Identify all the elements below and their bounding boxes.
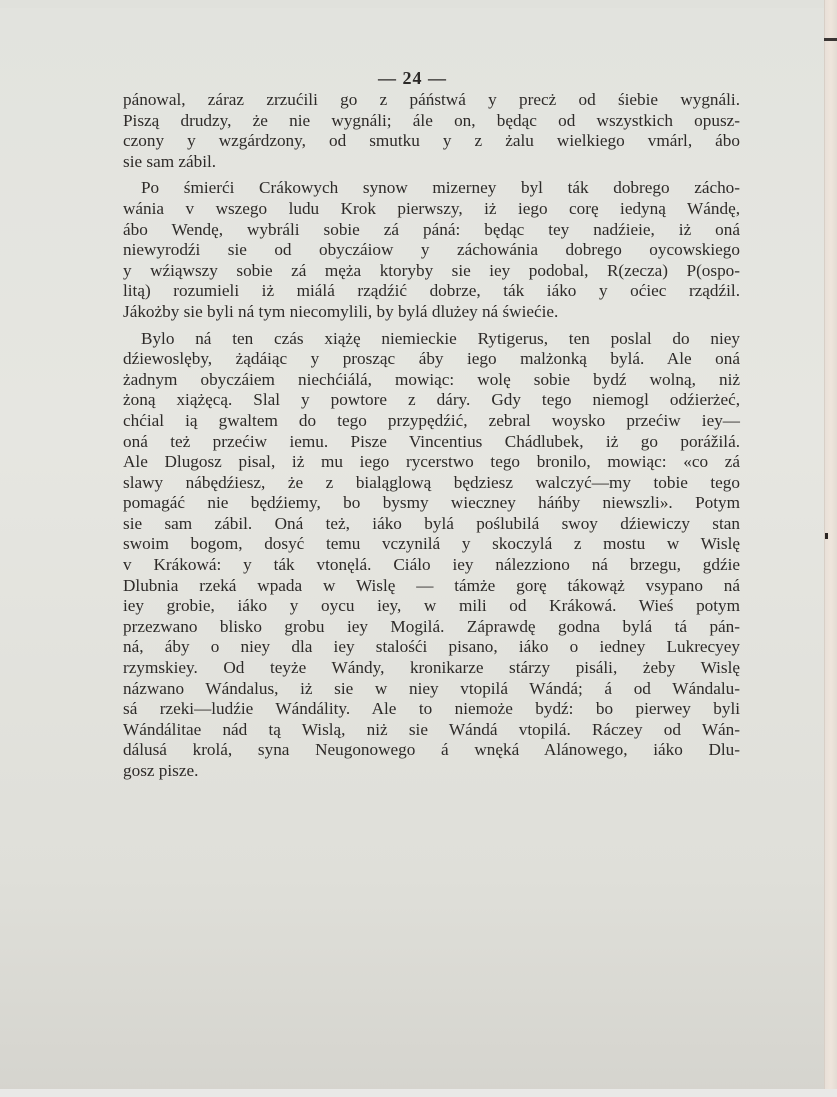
text-line: ábo Wendę, wybráli sobie zá páná: będąc tey nadźieie, iż oná [123,219,740,239]
text-line: iey grobie, iáko y oycu iey, w mili od Krákowá. Wieś potym [123,596,740,616]
text-line: Wándálitae nád tą Wislą, niż sie Wándá vtopilá. Ráczey od Wán- [123,719,740,739]
text-line: wánia v wszego ludu Krok pierwszy, iż iego corę iedyną Wándę, [123,198,740,218]
text-line: żadnym obyczáiem niechćiálá, mowiąc: wolę sobie bydź wolną, niż [123,369,740,389]
text-line: sá rzeki—ludźie Wándálity. Ale to niemoże bydź: bo pierwey byli [123,699,740,719]
text-line: oná też przećiw iemu. Pisze Vincentius Chádlubek, iż go porážilá. [123,431,740,451]
text-line: v Krákowá: y ták vtonęlá. Ciálo iey nálezziono ná brzegu, gdźie [123,555,740,575]
text-line: dźiewoslęby, żądáiąc y prosząc áby iego malżonką bylá. Ale oná [123,349,740,369]
adjacent-page-edge [824,0,837,1097]
text-line: przezwano blisko grobu iey Mogilá. Záprawdę godna bylá tá pán- [123,616,740,636]
text-line: Po śmierći Crákowych synow mizerney byl ták dobrego zácho- [141,178,740,198]
text-line: y wźiąwszy sobie zá męża ktoryby sie iey podobal, R(zecza) P(ospo- [123,260,740,280]
text-line: Piszą drudzy, że nie wygnáli; ále on, będąc od wszystkich opusz- [123,110,740,130]
paragraph-3 [123,329,740,782]
text-line: Bylo ná ten czás xiążę niemieckie Rytigerus, ten poslal do niey [141,328,740,348]
text-line: dálusá krolá, syna Neugonowego á wnęká Alánowego, iáko Dlu- [123,740,740,760]
page-edge-mark [824,38,837,41]
text-line: slawy nábędźiesz, że z bialąglową będziesz walczyć—my tobie tego [123,472,740,492]
paragraph-1 [123,90,740,172]
text-line: niewyrodźi sie od obyczáiow y záchowánia dobrego oycowskiego [123,240,740,260]
text-line: Jákożby sie byli ná tym niecomylili, by bylá dlużey ná świećie. [123,301,559,321]
text-line: rzymskiey. Od teyże Wándy, kronikarze stárzy pisáli, żeby Wislę [123,658,740,678]
text-line: Dlubnia rzeká wpada w Wislę — támże gorę tákowąż vsypano ná [123,575,740,595]
text-line: chćial ią gwaltem do tego przypędźić, zebral woysko przećiw iey— [123,410,740,430]
text-line: gosz pisze. [123,761,199,780]
text-line: ná, áby o niey dla iey stalośći pisano, iáko o iedney Lukrecyey [123,637,740,657]
text-line: żoną xiążęcą. Slal y powtore z dáry. Gdy tego niemogl odźierżeć, [123,390,740,410]
text-line: swoim bogom, dosyć temu vczynilá y skoczylá z mostu w Wislę [123,534,740,554]
text-line: czony y wzgárdzony, od smutku y z żalu wielkiego vmárl, ábo [123,131,740,151]
text-line: Ale Dlugosz pisal, iż mu iego rycerstwo tego bronilo, mowiąc: «co zá [123,452,740,472]
text-line: pomagáć nie będźiemy, bo bysmy wieczney háńby niewszli». Potym [123,493,740,513]
text-line: názwano Wándalus, iż sie w niey vtopilá Wándá; á od Wándalu- [123,678,740,698]
text-line: litą) rozumieli iż miálá rządźić dobrze, ták iáko y oćiec rządźil. [123,281,740,301]
text-line: pánowal, záraz zrzućili go z páństwá y precż od śiebie wygnáli. [123,90,740,109]
page-number: — 24 — [378,68,447,88]
text-line: sie sam zábil. Oná też, iáko bylá poślubilá swoy dźiewiczy stan [123,513,740,533]
body-text [123,90,740,782]
paragraph-2 [123,178,740,322]
text-line: sie sam zábil. [123,151,217,171]
page-edge-mark [825,533,828,539]
